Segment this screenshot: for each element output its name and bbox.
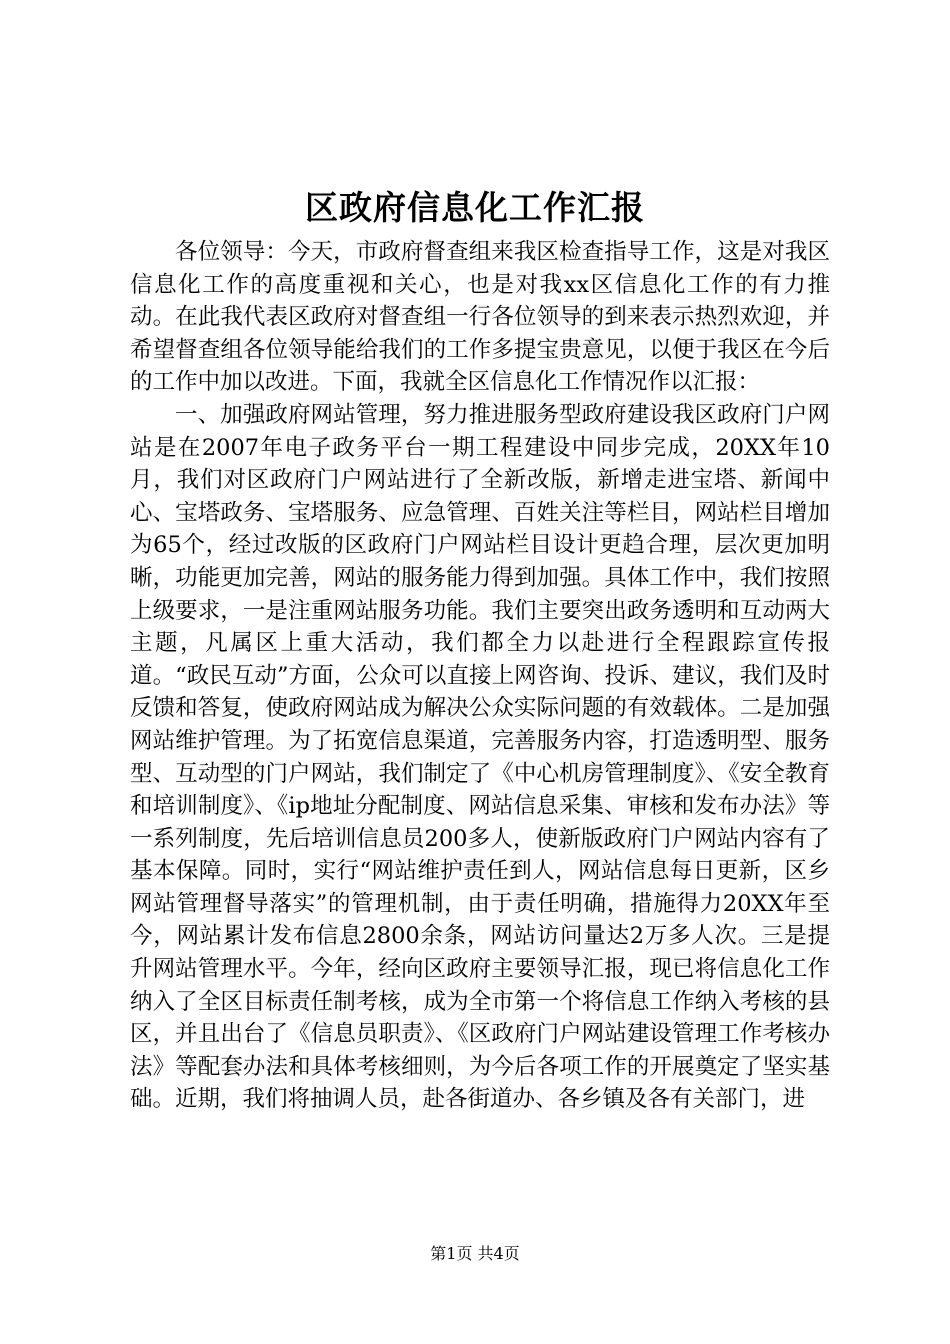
paragraph-greeting: 各位领导：今天，市政府督查组来我区检查指导工作，这是对我区信息化工作的高度重视和关心，也是对我xx区信息化工作的有力推动。在此我代表区政府对督查组一行各位领导的到来表示热烈欢迎，并希望督查组各位领导能给我们的工作多提宝贵意见，以便于我区在今后的工作中加以改进。下面，我就全区信息化工作情况作以汇报： <box>130 239 830 396</box>
page-number: 第1页 共4页 <box>430 1244 520 1263</box>
document-title: 区政府信息化工作汇报 <box>305 188 645 227</box>
paragraph-website-management: 一、加强政府网站管理，努力推进服务型政府建设我区政府门户网站是在2007年电子政务平台一期工程建设中同步完成，20XX年10月，我们对区政府门户网站进行了全新改版，新增走进宝塔、新闻中心、宝塔政务、宝塔服务、应急管理、百姓关注等栏目，网站栏目增加为65个，经过改版的区政府门户网站栏目设计更趋合理，层次更加明晰，功能更加完善，网站的服务能力得到加强。具体工作中，我们按照上级要求，一是注重网站服务功能。我们主要突出政务透明和互动两大主题，凡属区上重大活动，我们都全力以赴进行全程跟踪宣传报道。“政民互动”方面，公众可以直接上网咨询、投诉、建议，我们及时反馈和答复，使政府网站成为解决公众实际问题的有效载体。二是加强网站维护管理。为了拓宽信息渠道，完善服务内容，打造透明型、服务型、互动型的门户网站，我们制定了《中心机房管理制度》、《安全教育和培训制度》、《ip地址分配制度、网站信息采集、审核和发布办法》等一系列制度，先后培训信息员200多人，使新版政府门户网站内容有了基本保障。同时，实行“网站维护责任到人，网站信息每日更新，区乡网站管理督导落实”的管理机制，由于责任明确，措施得力20XX年至今，网站累计发布信息2800余条，网站访问量达2万多人次。三是提升网站管理水平。今年，经向区政府主要领导汇报，现已将信息化工作纳入了全区目标责任制考核，成为全市第一个将信息工作纳入考核的县区，并且出台了《信息员职责》、《区政府门户网站建设管理工作考核办法》等配套办法和具体考核细则，为今后各项工作的开展奠定了坚实基础。近期，我们将抽调人员，赴各街道办、各乡镇及各有关部门，进 <box>130 401 830 1113</box>
document-body <box>130 236 830 1116</box>
